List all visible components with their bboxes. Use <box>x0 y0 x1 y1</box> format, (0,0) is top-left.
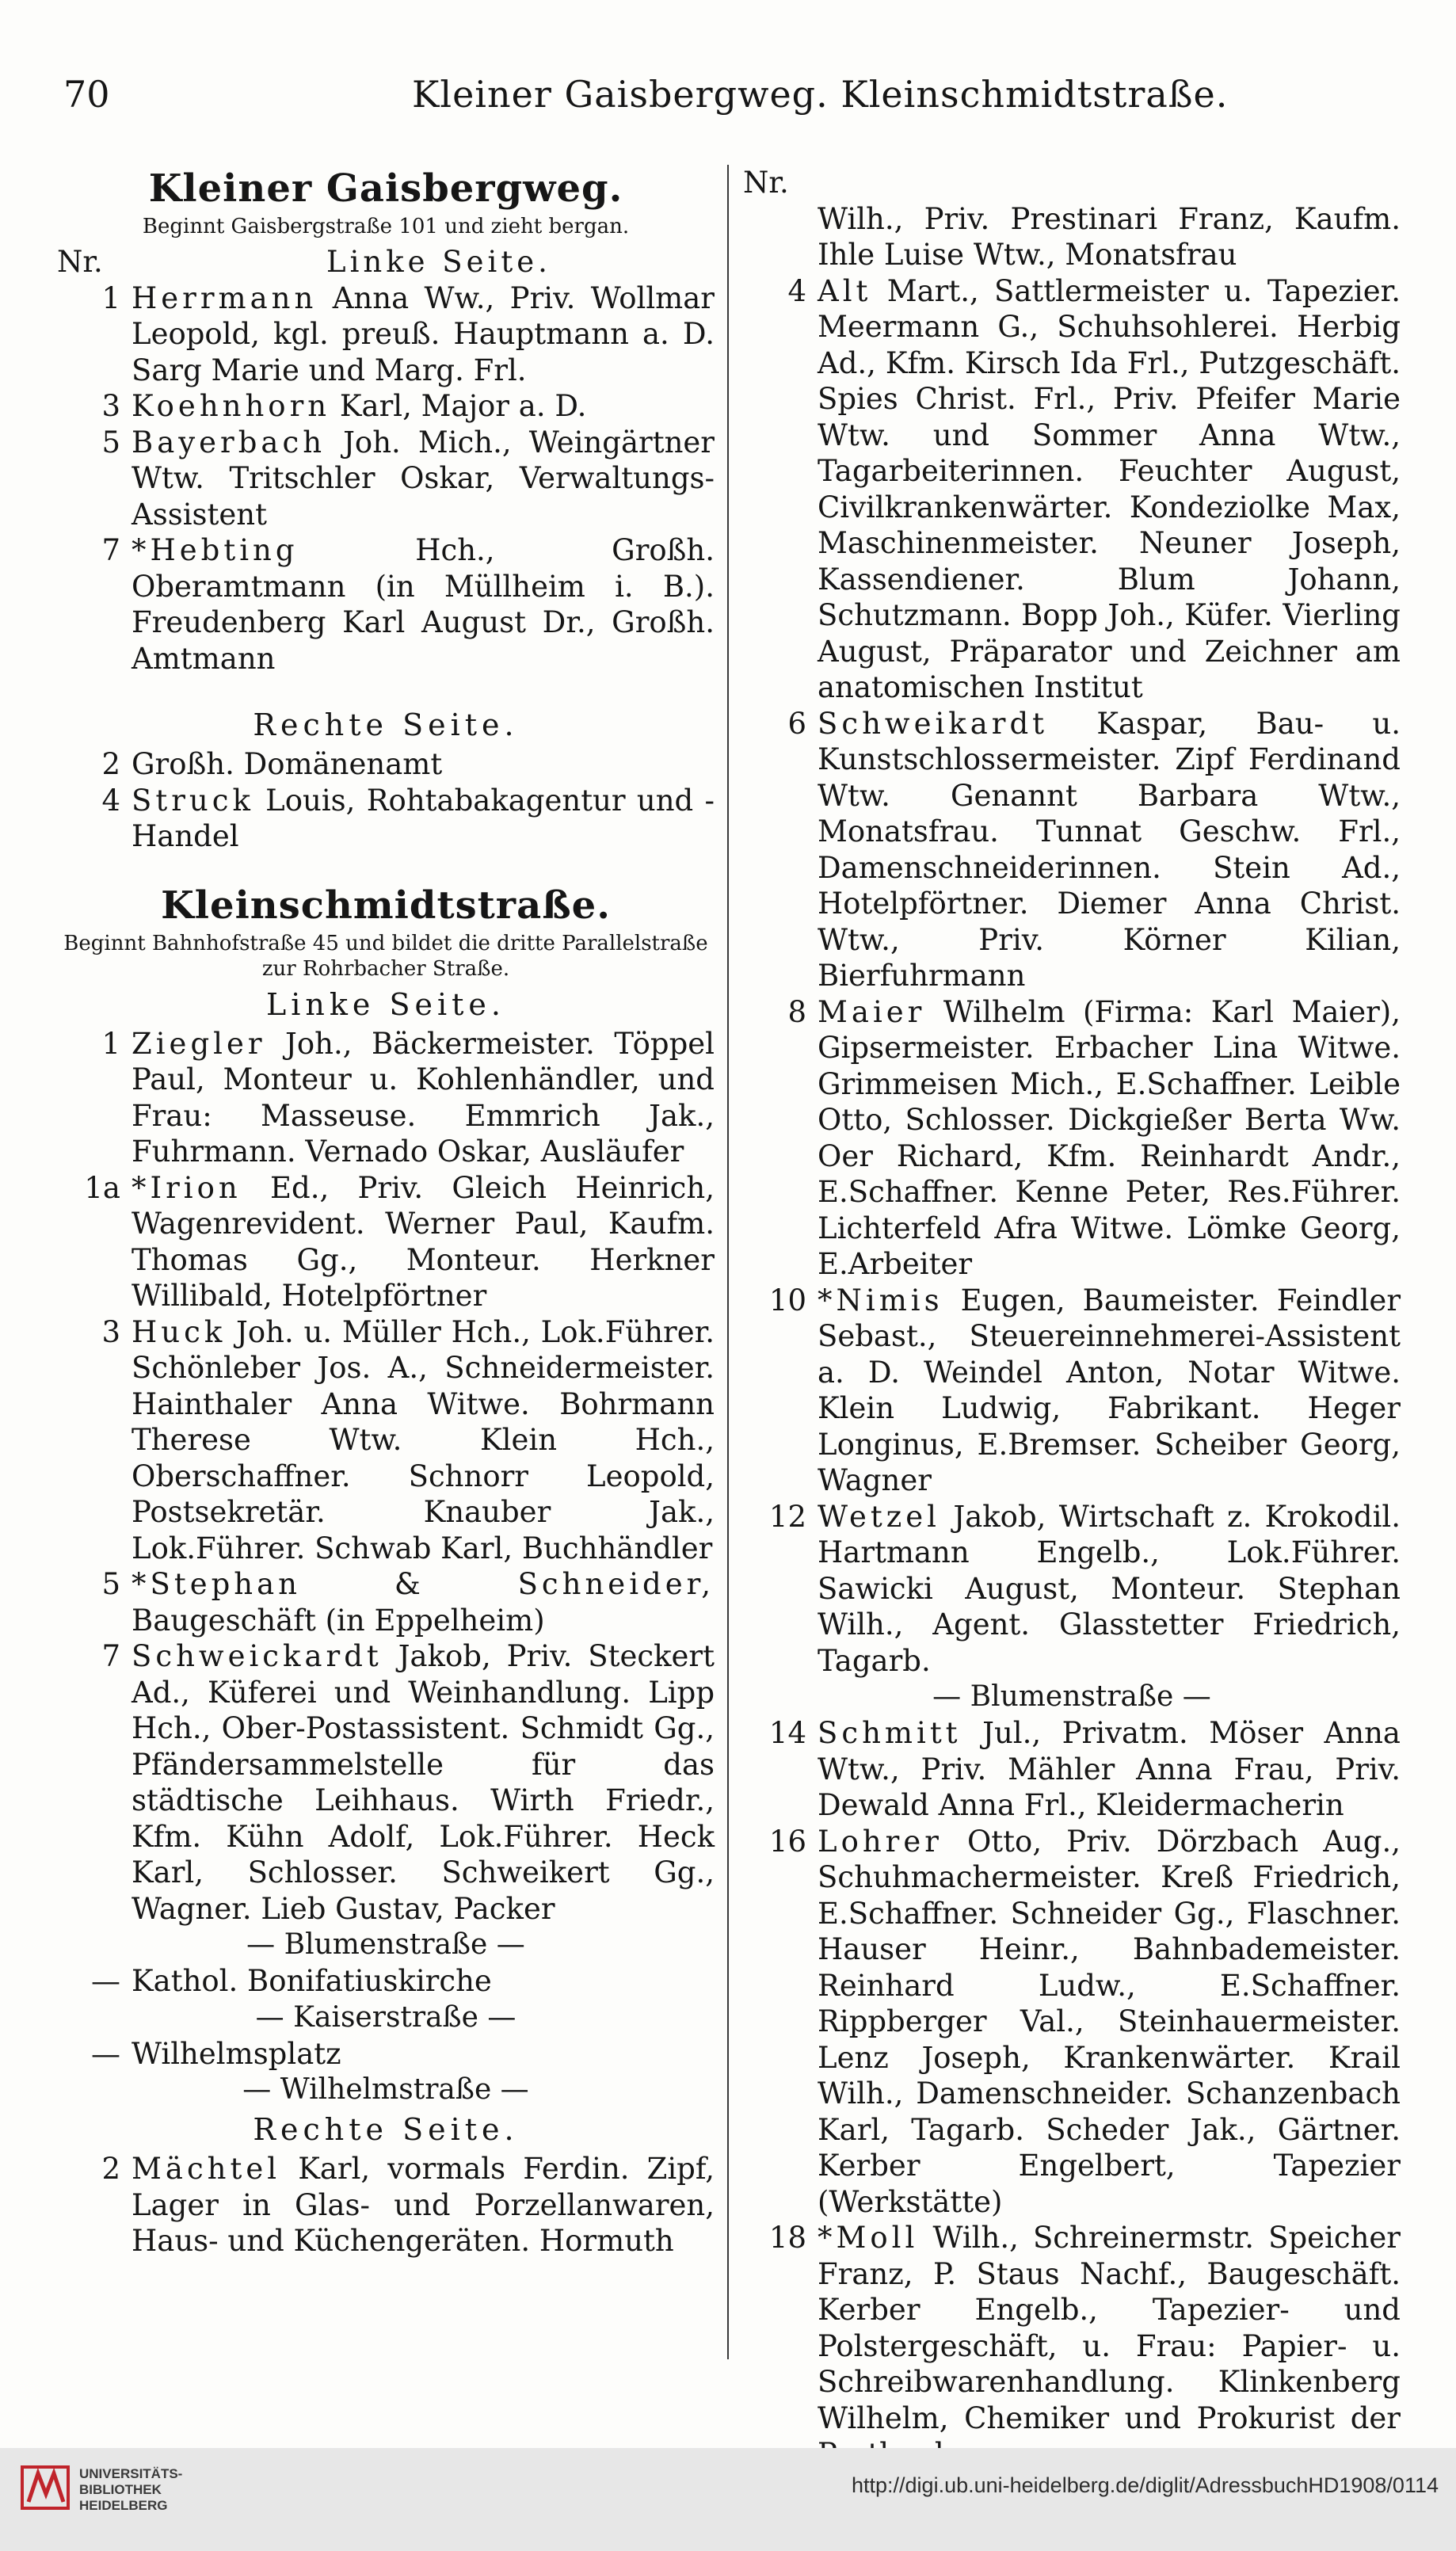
street-separator: — Blumenstraße — <box>246 1928 525 1961</box>
entry-text <box>131 1170 715 1314</box>
logo-line: HEIDELBERG <box>79 2498 168 2513</box>
house-number: 1a <box>84 1170 120 1205</box>
resident-name: *Hebting <box>131 533 299 567</box>
house-number: 7 <box>101 1639 120 1673</box>
resident-name: Koehnhorn <box>131 389 331 423</box>
entry-details: Anna Ww., Priv. Wollmar Leopold, kgl. preuß. Hauptmann a. D. Sarg Marie und Marg. Frl. <box>131 280 715 387</box>
list-item <box>57 532 715 677</box>
entry-details: Wilh., Schreinermstr. Speicher Franz, P. Staus Nachf., Baugeschäft. Kerber Engelb., Tapezier- und Polstergeschäft, u. Frau: Papier- u. Schreibwarenhandlung. Klinkenberg Wilhelm, Chemiker und Prokurist der <box>818 2221 1401 2435</box>
entry-text <box>818 2220 1401 2473</box>
entry-details: Jakob, Priv. Steckert Ad., Küferei und Weinhandlung. Lipp Hch., Ober-Postassistent. Schmidt Gg., Pfändersammelstelle für das städtische Leihhaus. Wirth Friedr., Kfm. Kühn Adolf, Lok.Führer. Heck Karl, Schlosser. Schweikert Gg., Wagner. Lieb Gustav, Packer <box>131 1639 715 1926</box>
list-item <box>57 1026 715 1170</box>
entry-text <box>818 706 1401 994</box>
house-number: — <box>91 2036 120 2071</box>
list-item <box>57 425 715 533</box>
resident-name: Struck <box>131 783 254 818</box>
house-number: 1 <box>101 280 120 315</box>
list-item <box>743 1715 1401 1824</box>
house-number: 2 <box>101 2152 120 2186</box>
house-number: 12 <box>768 1499 806 1534</box>
list-item <box>743 1283 1401 1499</box>
entry-text <box>131 280 715 389</box>
entry-details: Karl, Major a. D. <box>339 389 587 423</box>
entry-text <box>131 783 715 855</box>
entry-details: Wilhelm (Firma: Karl Maier), Gipsermeister. Erbacher Lina Witwe. Grimmeisen Mich., E.Schaffner. Leible Otto, Schlosser. Dickgießer Berta Ww. Oer Richard, Kfm. Reinhardt Andr., E.Schaffner. Kenne Peter, Res.Führer. Lichterfeld Afra Witwe. Lömke Georg, E.Arbeiter <box>818 994 1401 1281</box>
resident-name: Herrmann <box>131 280 318 315</box>
side-heading-right: Rechte Seite. <box>253 707 519 742</box>
list-item <box>57 783 715 855</box>
logo-line: BIBLIOTHEK <box>79 2482 162 2497</box>
entry-text: Wilhelmsplatz <box>131 2036 341 2071</box>
running-title: Kleiner Gaisbergweg. Kleinschmidtstraße. <box>412 73 1229 116</box>
list-item <box>57 746 715 783</box>
side-heading-right: Rechte Seite. <box>253 2112 519 2147</box>
entry-details: Louis, Rohtabakagentur und -Handel <box>131 783 715 853</box>
entry-text <box>131 1314 715 1567</box>
nr-label: Nr. <box>743 166 789 200</box>
resident-name: Maier <box>818 994 926 1029</box>
entry-text <box>131 388 715 425</box>
section-title-kleiner-gaisbergweg: Kleiner Gaisbergweg. <box>148 166 623 211</box>
resident-name: *Irion <box>131 1170 242 1205</box>
entry-text <box>131 425 715 533</box>
list-item <box>743 1824 1401 2221</box>
list-item <box>57 1963 715 2000</box>
entry-text <box>131 1026 715 1170</box>
house-number: 2 <box>101 747 120 781</box>
entry-text <box>131 2151 715 2259</box>
resident-name: Wetzel <box>818 1499 941 1534</box>
house-number: 16 <box>768 1824 806 1859</box>
column-headings <box>57 244 715 280</box>
list-item <box>743 994 1401 1283</box>
side-heading-left: Linke Seite. <box>266 986 505 1022</box>
entry-text <box>818 1715 1401 1824</box>
entry-text <box>131 532 715 677</box>
resident-name: Schweickardt <box>131 1639 383 1673</box>
entry-details: Joh. Mich., Weingärtner Wtw. Tritschler Oskar, Verwaltungs-Assistent <box>131 425 715 532</box>
entry-list <box>743 273 1401 1680</box>
entry-text <box>818 1283 1401 1499</box>
list-item <box>743 706 1401 994</box>
house-number: 7 <box>101 533 120 567</box>
entry-list <box>57 746 715 855</box>
list-item <box>57 388 715 425</box>
entry-text <box>818 273 1401 706</box>
entry-list <box>743 1715 1401 2473</box>
resident-name: Mächtel <box>131 2152 281 2186</box>
resident-name: Huck <box>131 1314 227 1349</box>
entry-details: Eugen, Baumeister. Feindler Sebast., Steuereinnehmerei-Assistent a. D. Weindel Anton, Notar Witwe. Klein Ludwig, Fabrikant. Heger Longinus, E.Bremser. Scheiber Georg, Wagner <box>818 1283 1401 1497</box>
entry-details: Joh., Bäckermeister. Töppel Paul, Monteur u. Kohlenhändler, und Frau: Masseuse. Emmrich Jak., Fuhrmann. Vernado Oskar, Ausläufer <box>131 1026 715 1169</box>
house-number: 5 <box>101 425 120 459</box>
entry-details: Kaspar, Bau- u. Kunstschlossermeister. Zipf Ferdinand Wtw. Genannt Barbara Wtw., Monatsfrau. Tunnat Geschw. Frl., Damenschneiderinnen. Stein Ad., Hotelpförtner. Diemer Anna Christ. Wtw., Priv. Körner Kilian, Bierfuhrmann <box>818 706 1401 993</box>
street-separator: — Wilhelmstraße — <box>242 2073 529 2106</box>
house-number: 6 <box>787 706 806 741</box>
library-logo-icon <box>17 2459 73 2515</box>
house-number: 3 <box>101 389 120 423</box>
house-number: 5 <box>101 1567 120 1601</box>
resident-name: Ziegler <box>131 1026 266 1061</box>
list-item <box>57 1314 715 1567</box>
entry-details: Joh. u. Müller Hch., Lok.Führer. Schönleber Jos. A., Schneidermeister. Hainthaler Anna Witwe. Bohrmann Therese Wtw. Klein Hch., Oberschaffner. Schnorr Leopold, Postsekretär. Knauber Jak., Lok.Führer. Schwab Karl, Buchhändler <box>131 1314 715 1565</box>
house-number: 3 <box>101 1314 120 1349</box>
list-item <box>743 2220 1401 2473</box>
nr-label: Nr. <box>57 245 103 279</box>
resident-name: Alt <box>818 273 872 308</box>
section-subtitle: Beginnt Bahnhofstraße 45 und bildet die dritte Parallelstraße zur Rohrbacher Straße. <box>63 931 708 981</box>
entry-text <box>131 1566 715 1638</box>
entry-text <box>131 746 715 783</box>
house-number: 14 <box>768 1716 806 1750</box>
resident-name: Schweikardt <box>818 706 1049 741</box>
list-item <box>743 1499 1401 1680</box>
side-heading-left: Linke Seite. <box>326 245 551 279</box>
left-column <box>57 165 715 2367</box>
entry-details: Hch., Großh. Oberamtmann (in Müllheim i. B.). Freudenberg Karl August Dr., Großh. Amtmann <box>131 533 715 676</box>
entry-details: Großh. Domänenamt <box>131 747 443 781</box>
resident-name: *Moll <box>818 2221 919 2255</box>
entry-details: Otto, Priv. Dörzbach Aug., Schuhmachermeister. Kreß Friedrich, E.Schaffner. Schneider Gg., Flaschner. Hauser Heinr., Bahnbademeister. Reinhard Ludw., E.Schaffner. Rippberger Val., Steinhauermeister. Lenz Joseph, Krankenwärter. Krail Wilh., Damenschneider. Schanzenbach Karl, Tagarb. Scheder Jak., Gärtner. Kerber Engelbert, Tapezier (Werkstätte) <box>818 1824 1401 2219</box>
street-separator: — Kaiserstraße — <box>255 2000 516 2034</box>
house-number: — <box>91 1964 120 1998</box>
logo-text <box>79 2466 182 2514</box>
house-number: 4 <box>101 783 120 818</box>
section-subtitle: Beginnt Gaisbergstraße 101 und zieht bergan. <box>142 215 630 238</box>
entry-text <box>818 1824 1401 2221</box>
section-title-kleinschmidtstrasse: Kleinschmidtstraße. <box>161 883 611 928</box>
entry-details: Jakob, Wirtschaft z. Krokodil. Hartmann Engelb., Lok.Führer. Sawicki August, Monteur. Stephan Wilh., Agent. Glasstetter Friedrich, Tagarb. <box>818 1499 1401 1678</box>
house-number: 10 <box>768 1283 806 1317</box>
entry-details: Mart., Sattlermeister u. Tapezier. Meermann G., Schuhsohlerei. Herbig Ad., Kfm. Kirsch Ida Frl., Putzgeschäft. Spies Christ. Frl., Priv. Pfeifer Marie Wtw. und Sommer Anna Wtw., Tagarbeiterinnen. Feuchter August, Civilkrankenwärter. Kondeziolke Max, Maschinenmeister. Neuner Joseph, Kassendiener. Blum Johann, Schutzmann. Bopp Joh., Küfer. Vierling August, Präparator und Zeichner am anatomischen Institut <box>818 273 1401 704</box>
list-item <box>57 2036 715 2072</box>
logo-line: UNIVERSITÄTS- <box>79 2466 183 2481</box>
entry-details: Jul., Privatm. Möser Anna Wtw., Priv. Mähler Anna Frau, Priv. Dewald Anna Frl., Kleidermacherin <box>818 1716 1401 1822</box>
page-number: 70 <box>63 73 110 116</box>
list-item <box>57 1638 715 1927</box>
right-column <box>743 165 1401 2435</box>
list-item <box>57 2151 715 2259</box>
resident-name: Bayerbach <box>131 425 326 459</box>
footer-bar <box>0 2448 1456 2551</box>
resident-name: *Nimis <box>818 1283 943 1317</box>
entry-text <box>131 1638 715 1927</box>
street-separator: — Blumenstraße — <box>932 1680 1211 1713</box>
entry-list <box>57 2151 715 2259</box>
resident-name: Lohrer <box>818 1824 943 1859</box>
house-number: 8 <box>787 994 806 1029</box>
house-number: 4 <box>787 273 806 308</box>
entry-list <box>57 280 715 677</box>
list-item <box>57 1170 715 1314</box>
list-item <box>57 280 715 389</box>
entry-details: Ed., Priv. Gleich Heinrich, Wagenrevident. Werner Paul, Kaufm. Thomas Gg., Monteur. Herkner Willibald, Hotelpförtner <box>131 1170 715 1313</box>
resident-name: *Stephan & Schneider, <box>131 1567 715 1601</box>
entry-text: Wilh., Priv. Prestinari Franz, Kaufm. Ihle Luise Wtw., Monatsfrau <box>818 201 1401 272</box>
entry-text <box>818 1499 1401 1680</box>
entry-list <box>57 1026 715 1928</box>
list-item <box>57 1566 715 1638</box>
list-item <box>743 273 1401 706</box>
entry-text <box>818 994 1401 1283</box>
source-url-link[interactable]: http://digi.ub.uni-heidelberg.de/diglit/AdressbuchHD1908/0114 <box>852 2473 1439 2497</box>
column-divider <box>727 165 729 2359</box>
house-number: 1 <box>101 1026 120 1061</box>
entry-text: Kathol. Bonifatiuskirche <box>131 1964 492 1998</box>
resident-name: Schmitt <box>818 1716 962 1750</box>
house-number: 18 <box>768 2221 806 2255</box>
entry-details: Karl, vormals Ferdin. Zipf, Lager in Glas- und Porzellanwaren, Haus- und Küchengeräten. Hormuth <box>131 2152 715 2258</box>
entry-details: Baugeschäft (in Eppelheim) <box>131 1603 545 1638</box>
continuation-entry <box>743 201 1401 273</box>
